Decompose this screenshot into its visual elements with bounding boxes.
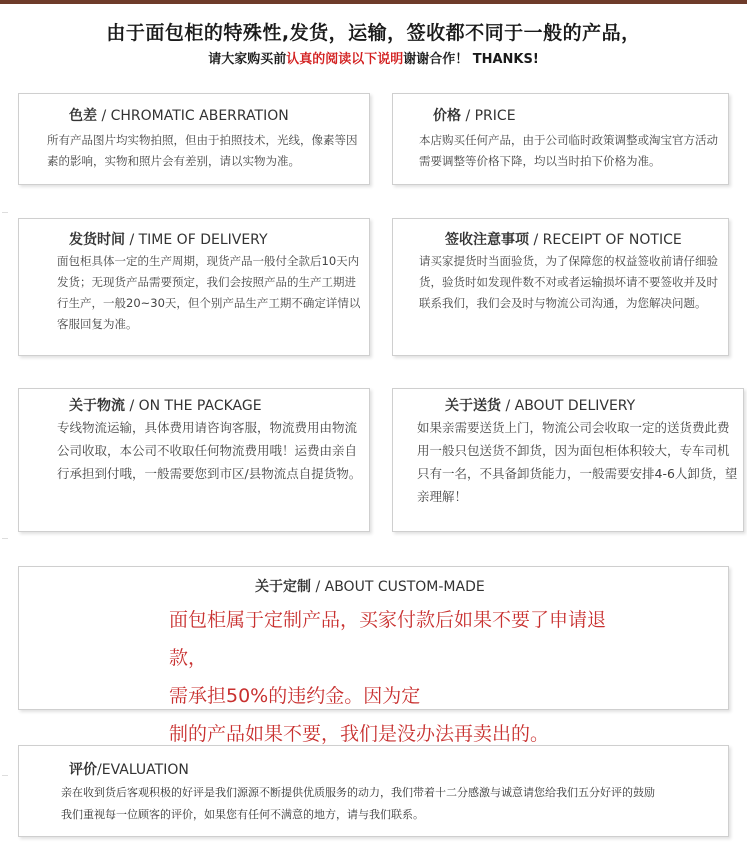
card-body: 请买家提货时当面验货，为了保障您的权益签收前请仔细验货，验货时如发现件数不对或者运输损坏请不要签收并及时联系我们，我们会及时与物流公司沟通，为您解决问题。 bbox=[419, 254, 718, 310]
card-title bbox=[69, 395, 262, 415]
card-on-the-package bbox=[18, 388, 370, 532]
evaluation-line: 亲在收到货后客观积极的好评是我们源源不断提供优质服务的动力，我们带着十二分感激与诚意请您给我们五分好评的鼓励 bbox=[61, 786, 655, 799]
custom-notice-text bbox=[169, 601, 629, 753]
card-title-en: / PRICE bbox=[461, 108, 516, 124]
custom-notice-line: 需承担50%的违约金。因为定 bbox=[169, 685, 421, 707]
card-title-zh: 签收注意事项 bbox=[445, 232, 529, 248]
card-body: 所有产品图片均实物拍照，但由于拍照技术，光线，像素等因素的影响，实物和照片会有差别，请以实物为准。 bbox=[47, 133, 358, 168]
subtitle-prefix: 请大家购买前 bbox=[208, 52, 287, 67]
top-accent-bar bbox=[0, 0, 747, 4]
evaluation-text bbox=[61, 782, 741, 826]
card-title-zh: 色差 bbox=[69, 108, 97, 124]
edge-mark bbox=[2, 538, 8, 539]
custom-notice-line: 面包柜属于定制产品，买家付款后如果不要了申请退款， bbox=[169, 609, 607, 669]
card-title-zh: 价格 bbox=[433, 108, 461, 124]
card-body: 如果亲需要送货上门，物流公司会收取一定的送货费此费用一般只包送货不卸货，因为面包柜体积较大，专车司机只有一名，不具备卸货能力，一般需要安排4-6人卸货，望亲理解！ bbox=[417, 420, 738, 504]
card-evaluation bbox=[18, 745, 729, 837]
card-body: 面包柜具体一定的生产周期，现货产品一般付全款后10天内发货；无现货产品需要预定，我们会按照产品的生产工期进行生产，一般20~30天，但个别产品生产工期不确定详情以客服回复为准。 bbox=[57, 254, 361, 331]
page-title: 由于面包柜的特殊性,发货，运输，签收都不同于一般的产品， bbox=[106, 22, 641, 44]
card-about-custom-made bbox=[18, 566, 729, 745]
edge-mark bbox=[2, 775, 8, 776]
card-body: 专线物流运输，具体费用请咨询客服，物流费用由物流公司收取，本公司不收取任何物流费用哦！运费由亲自行承担到付哦，一般需要您到市区/县物流点自提货物。 bbox=[57, 420, 362, 481]
card-title bbox=[69, 759, 189, 779]
card-time-of-delivery bbox=[18, 218, 370, 356]
card-body: 本店购买任何产品，由于公司临时政策调整或淘宝官方活动需要调整等价格下降，均以当时拍下价格为准。 bbox=[419, 133, 718, 168]
card-price bbox=[392, 93, 729, 185]
card-title-en: / TIME OF DELIVERY bbox=[125, 232, 268, 248]
evaluation-line: 我们重视每一位顾客的评价，如果您有任何不满意的地方，请与我们联系。 bbox=[61, 808, 424, 821]
edge-mark bbox=[2, 212, 8, 213]
card-about-delivery bbox=[392, 388, 744, 532]
page-subtitle bbox=[0, 48, 747, 67]
card-receipt-of-notice bbox=[392, 218, 729, 356]
card-title bbox=[445, 229, 682, 249]
card-title-zh: 关于定制 bbox=[255, 579, 311, 595]
custom-notice-line: 制的产品如果不要，我们是没办法再卖出的。 bbox=[169, 723, 550, 745]
card-chromatic-aberration bbox=[18, 93, 370, 185]
card-title-en: / RECEIPT OF NOTICE bbox=[529, 232, 682, 248]
card-title bbox=[445, 395, 635, 415]
card-title-zh: 关于送货 bbox=[445, 398, 501, 414]
card-title-zh: 发货时间 bbox=[69, 232, 125, 248]
subtitle-highlight: 认真的阅读以下说明 bbox=[286, 52, 404, 67]
card-title bbox=[433, 105, 516, 125]
card-title-zh: 关于物流 bbox=[69, 398, 125, 414]
card-title-zh: 评价 bbox=[69, 762, 97, 778]
card-title-en: / ON THE PACKAGE bbox=[125, 398, 262, 414]
card-title-en: / ABOUT DELIVERY bbox=[501, 398, 636, 414]
card-title-en: / CHROMATIC ABERRATION bbox=[97, 108, 289, 124]
card-title bbox=[255, 576, 485, 596]
card-title-en: / ABOUT CUSTOM-MADE bbox=[311, 579, 485, 595]
card-title bbox=[69, 105, 289, 125]
card-title-en: /EVALUATION bbox=[97, 762, 189, 778]
card-title bbox=[69, 229, 268, 249]
subtitle-suffix: 谢谢合作！ THANKS! bbox=[403, 52, 539, 67]
